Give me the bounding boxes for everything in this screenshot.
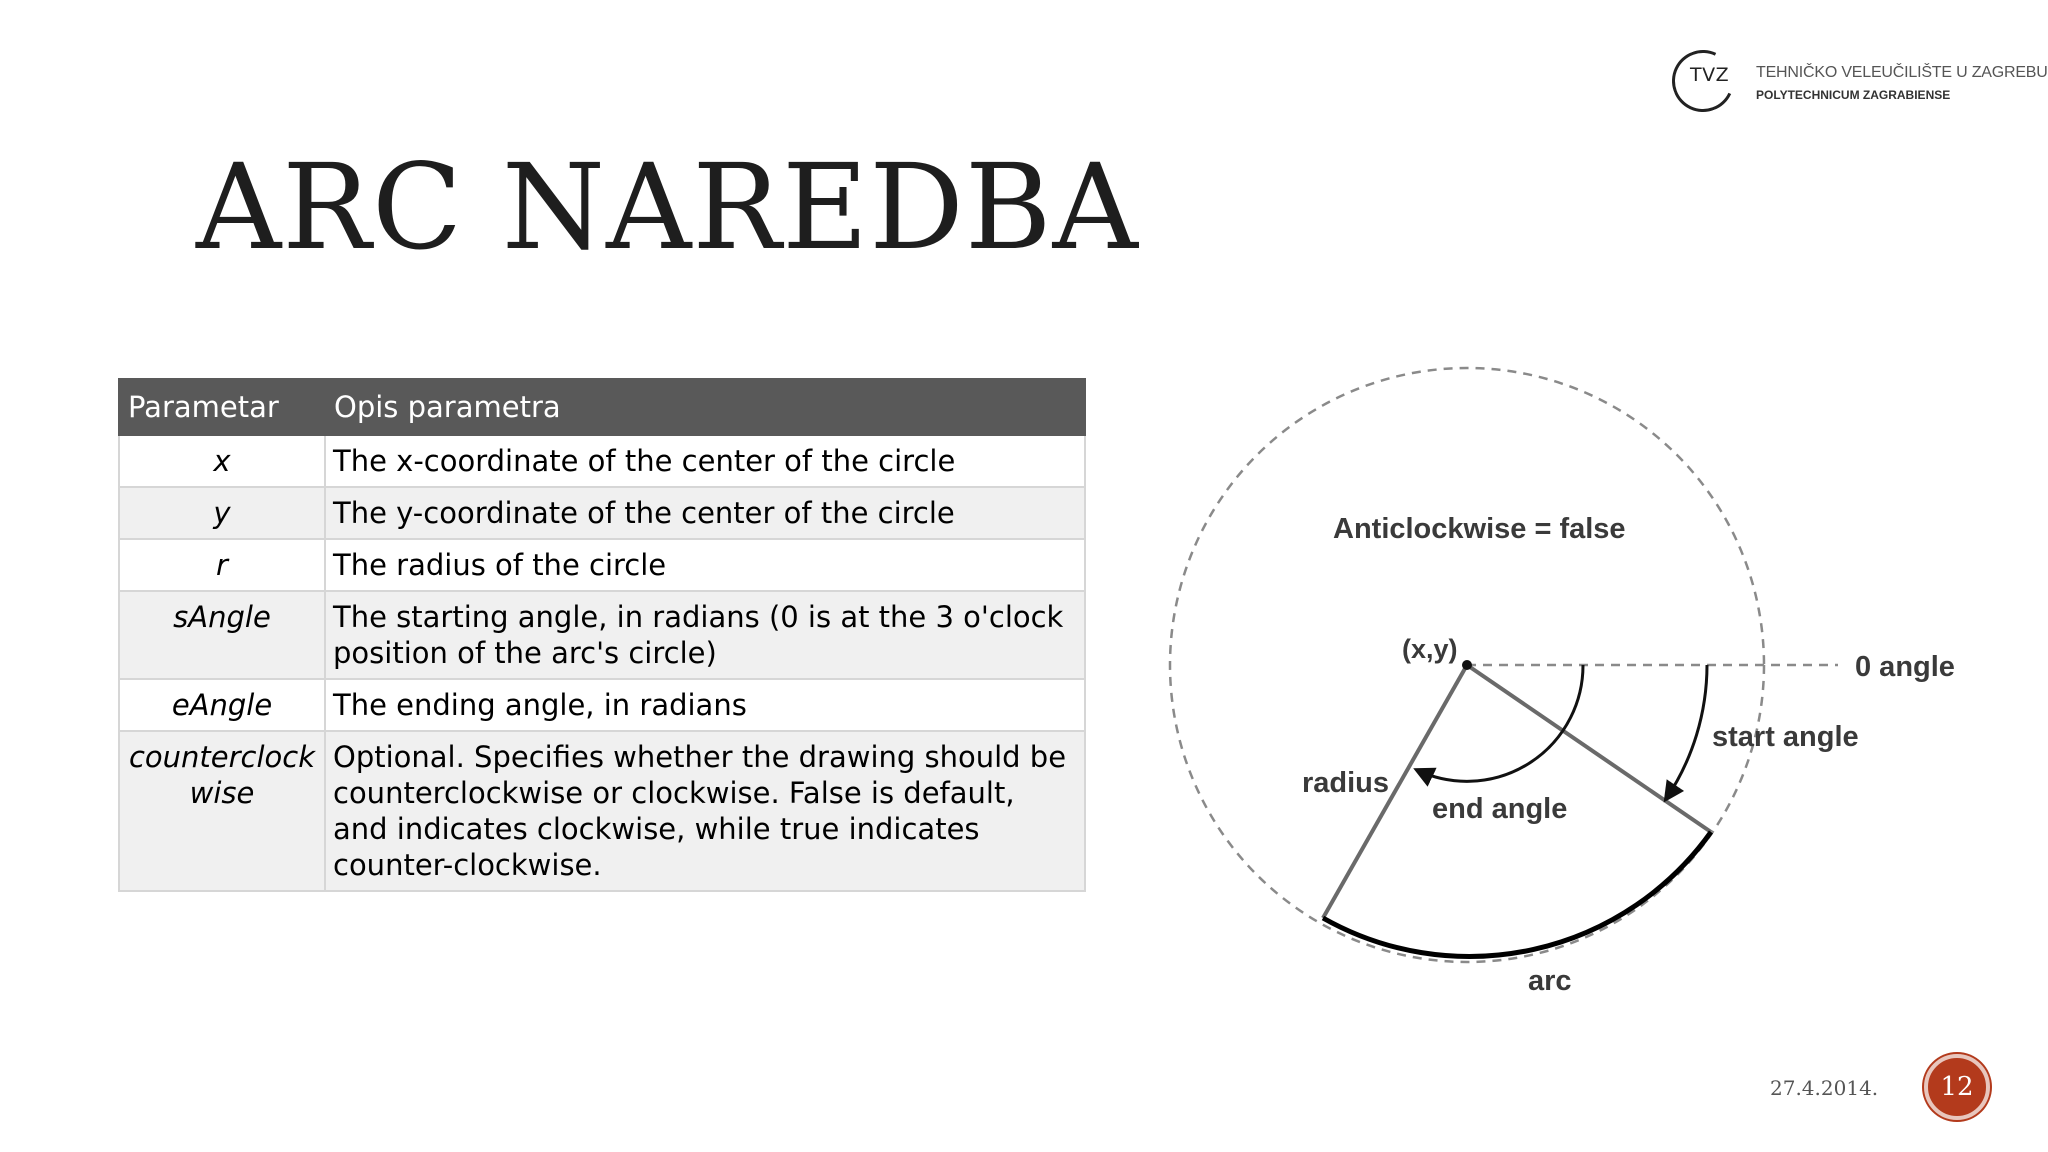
arc-label: arc <box>1528 965 1572 997</box>
table-row <box>119 679 1085 731</box>
page-number-badge: 12 <box>1924 1054 1990 1120</box>
arc-stroke <box>1323 832 1711 956</box>
parameter-table <box>118 378 1086 892</box>
radius-label: radius <box>1302 767 1390 799</box>
logo-institution-name: TEHNIČKO VELEUČILIŠTE U ZAGREBU <box>1756 64 2048 81</box>
table-row <box>119 731 1085 891</box>
param-description: Optional. Specifies whether the drawing should be counterclockwise or clockwise. False is default, and indicates clockwise, while true indicates counter-clockwise. <box>325 731 1085 891</box>
center-point <box>1462 660 1472 670</box>
param-name: counterclockwise <box>119 731 325 891</box>
logo-latin-name: POLYTECHNICUM ZAGRABIENSE <box>1756 88 1951 102</box>
slide-date: 27.4.2014. <box>1770 1076 1879 1100</box>
end-angle-arrow <box>1417 665 1583 781</box>
table-row <box>119 435 1085 487</box>
param-description: The ending angle, in radians <box>325 679 1085 731</box>
param-name: r <box>119 539 325 591</box>
arc-diagram <box>1100 340 2000 1020</box>
start-angle-label: start angle <box>1712 721 1859 753</box>
table-row <box>119 539 1085 591</box>
param-name: sAngle <box>119 591 325 679</box>
table-row <box>119 487 1085 539</box>
param-description: The x-coordinate of the center of the circle <box>325 435 1085 487</box>
param-description: The radius of the circle <box>325 539 1085 591</box>
anticlockwise-label: Anticlockwise = false <box>1333 513 1626 545</box>
param-name: x <box>119 435 325 487</box>
table-row <box>119 591 1085 679</box>
tvz-logo <box>1672 50 2048 120</box>
logo-abbreviation: TVZ <box>1690 64 1730 86</box>
param-name: eAngle <box>119 679 325 731</box>
param-description: The starting angle, in radians (0 is at the 3 o'clock position of the arc's circle) <box>325 591 1085 679</box>
param-description: The y-coordinate of the center of the circle <box>325 487 1085 539</box>
table-header-row <box>119 379 1085 435</box>
header-opis-parametra: Opis parametra <box>325 379 1085 435</box>
param-name: y <box>119 487 325 539</box>
zero-angle-label: 0 angle <box>1855 651 1955 683</box>
slide-title: ARC NAREDBA <box>196 138 1139 276</box>
end-angle-label: end angle <box>1432 793 1568 825</box>
start-angle-arrow <box>1666 665 1707 799</box>
header-parametar: Parametar <box>119 379 325 435</box>
center-label: (x,y) <box>1402 634 1458 664</box>
